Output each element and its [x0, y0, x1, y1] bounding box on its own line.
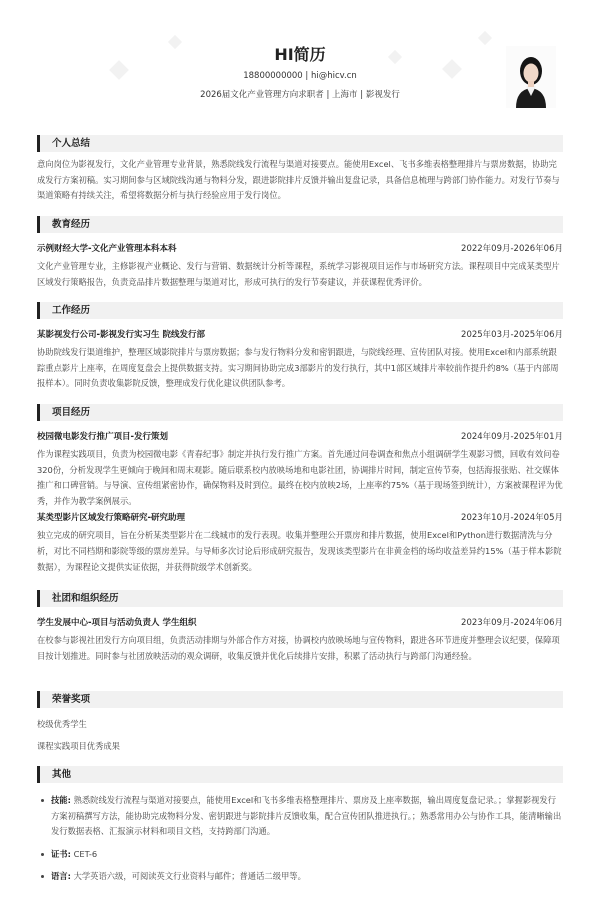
project-text: 作为课程实践项目，负责为校园微电影《青春纪事》制定并执行发行推广方案。首先通过问卷调查和焦点小组调研学生观影习惯，回收有效问卷320份，分析发现学生更倾向于晚间和周末观影。随后联系校内放映场地和电影社团，协调排片时间，制定宣传节奏，包括海报张贴、社交媒体推广和口碑营销。与导演、宣传组紧密协作，确保物料及时到位。最终在校内放映2场，上座率约75%（基于现场签到统计），方案被课程评为优秀，并作为教学案例展示。 — [37, 449, 563, 506]
section-title: 项目经历 — [37, 404, 563, 421]
certificate-item — [37, 847, 563, 863]
education-text: 文化产业管理专业，主修影视产业概论、发行与营销、数据统计分析等课程，系统学习影视项目运作与市场研究方法。课程项目中完成某类型片区域发行策略报告，负责竞品排片数据整理与渠道对比，形成可执行的发行节奏建议，并获课程优秀评价。 — [37, 261, 560, 287]
project-date: 2023年10月-2024年05月 — [461, 513, 563, 524]
item-text: 熟悉院线发行流程与渠道对接要点，能使用Excel和飞书多维表格整理排片、票房及上座率数据，输出周度复盘记录。；掌握影视发行方案初稿撰写方法，能协助完成物料分发、密钥跟进与影院排片反馈收集，配合宣传团队推进执行。；熟悉常用办公与协作工具，能清晰输出发行数据表格、汇报演示材料和项目文档，支持跨部门沟通。 — [51, 795, 562, 837]
item-text: 大学英语六级，可阅读英文行业资料与邮件；普通话二级甲等。 — [73, 871, 306, 882]
project-date: 2024年09月-2025年01月 — [461, 432, 563, 442]
work-section — [37, 302, 563, 392]
project-name: 某类型影片区域发行策略研究-研究助理 — [37, 513, 186, 524]
section-title: 工作经历 — [37, 302, 563, 319]
clubs-section — [37, 590, 563, 664]
club-text: 在校参与影视社团发行方向项目组，负责活动排期与外部合作方对接，协调校内放映场地与宣传物料，跟进各环节进度并整理会议纪要，保障项目按计划推进。同时参与社团放映活动的观众调研，收集反馈并优化后续排片安排，积累了活动执行与跨部门沟通经验。 — [37, 635, 560, 661]
club-name: 学生发展中心-项目与活动负责人 学生组织 — [37, 618, 197, 628]
summary-text: 意向岗位为影视发行，文化产业管理专业背景，熟悉院线发行流程与渠道对接要点。能使用Excel、飞书多维表格整理排片与票房数据，协助完成发行方案初稿。实习期间参与区域院线沟通与物料分发，跟进影院排片反馈并输出复盘记录，具备信息梳理与跨部门协作能力。对发行节奏与渠道策略有持续关注，希望将数据分析与执行经验应用于发行岗位。 — [37, 159, 560, 201]
others-section — [37, 766, 563, 885]
project-row — [37, 430, 563, 442]
work-date: 2025年03月-2025年06月 — [461, 330, 563, 340]
education-date: 2022年09月-2026年06月 — [461, 244, 563, 254]
item-text: CET-6 — [73, 848, 98, 859]
company-name: 某影视发行公司-影视发行实习生 院线发行部 — [37, 330, 205, 340]
item-label: 技能: — [51, 795, 71, 805]
skills-item — [37, 793, 563, 840]
project-row — [37, 511, 563, 523]
project-text: 独立完成的研究项目，旨在分析某类型影片在二线城市的发行表现。收集并整理公开票房和排片数据，使用Excel和Python进行数据清洗与分析，对比不同档期和影院等级的票房差异。与导师多次讨论后形成研究报告，发现该类型影片在非黄金档的场均收益差异约15%（基于样本影院数据），为课程论文提供实证依据，并获得院级学术创新奖。 — [37, 530, 562, 572]
item-label: 语言: — [51, 871, 71, 882]
education-row — [37, 242, 563, 254]
section-title: 个人总结 — [37, 135, 563, 152]
awards-section — [37, 691, 563, 752]
section-title: 教育经历 — [37, 216, 563, 233]
project-name: 校园微电影发行推广项目-发行策划 — [37, 432, 169, 442]
contact-info: 18800000000 | hi@hicv.cn — [243, 71, 357, 81]
avatar — [506, 46, 556, 108]
item-label: 证书: — [51, 848, 71, 859]
resume-title: HI简历 — [274, 45, 326, 64]
resume-header — [0, 0, 600, 118]
school-name: 示例财经大学-文化产业管理本科本科 — [37, 244, 177, 254]
language-item — [37, 869, 563, 885]
work-row — [37, 328, 563, 340]
award-item: 校级优秀学生 — [37, 719, 87, 729]
job-intent: 2026届文化产业管理方向求职者 | 上海市 | 影视发行 — [200, 90, 400, 100]
club-date: 2023年09月-2024年06月 — [461, 618, 563, 628]
summary-section — [37, 135, 563, 204]
education-section — [37, 216, 563, 290]
section-title: 其他 — [37, 766, 563, 783]
section-title: 社团和组织经历 — [37, 590, 563, 607]
projects-section — [37, 404, 563, 575]
award-item: 课程实践项目优秀成果 — [37, 741, 120, 751]
club-row — [37, 616, 563, 628]
section-title: 荣誉奖项 — [37, 691, 563, 708]
work-text: 协助院线发行渠道维护，整理区域影院排片与票房数据；参与发行物料分发和密钥跟进，与院线经理、宣传团队对接。使用Excel和内部系统跟踪重点影片上座率，在周度复盘会上提供数据支持。实习期间协助完成3部影片的发行执行，其中1部区域排片率较前作提升约8%（基于内部周报样本）。同时负责收集影院反馈，整理成发行优化建议供团队参考。 — [37, 347, 559, 389]
